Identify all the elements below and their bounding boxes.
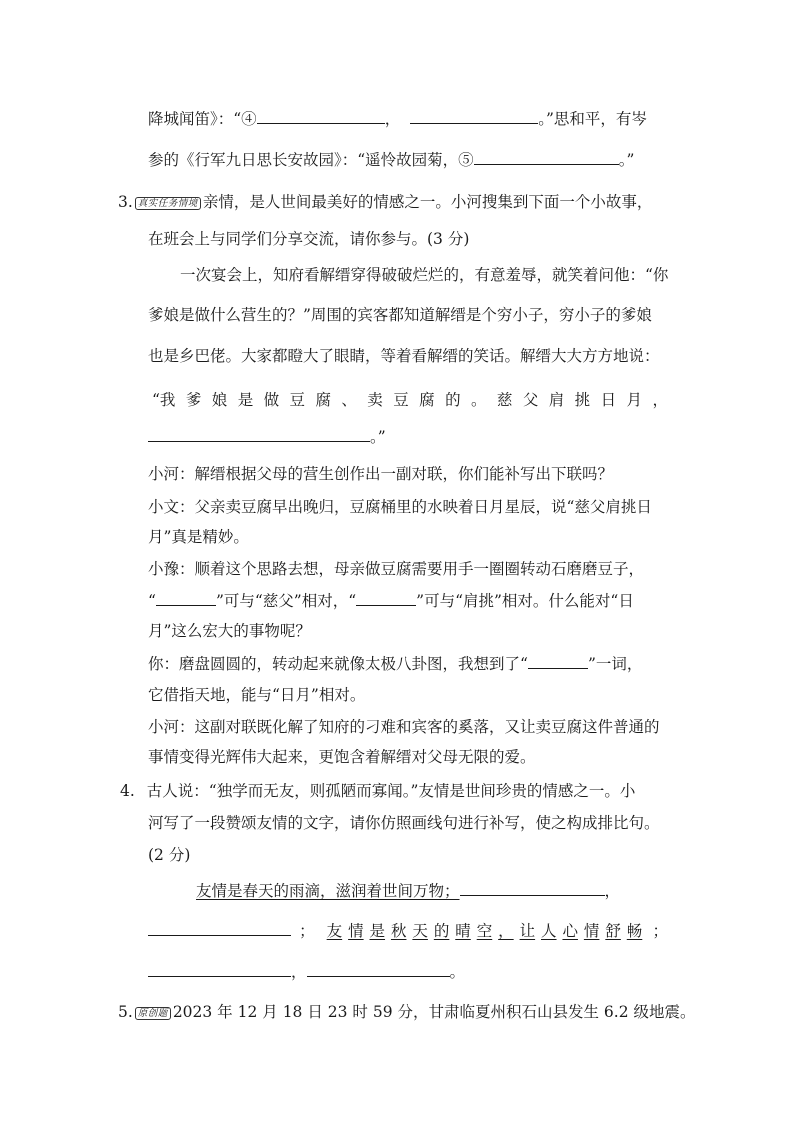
dialogue-xiaohe-1: 小河：解缙根据父母的营生创作出一副对联，你们能补写出下联吗？ — [148, 465, 614, 483]
parallel-blank-4[interactable] — [307, 961, 450, 977]
dialogue-you-2: 它借指天地，能与“日月”相对。 — [148, 686, 366, 704]
answer-blank-4[interactable] — [257, 108, 385, 124]
model-sentence-1: 友情是春天的雨滴，滋润着世间万物； — [196, 882, 460, 900]
dialogue-xiaohe-2: 小河：这副对联既化解了知府的刁难和宾客的奚落，又让卖豆腐这件普通的 — [148, 718, 660, 736]
q5-tag-badge: 原创题 — [135, 1007, 171, 1020]
couplet-answer-blank[interactable] — [148, 426, 370, 442]
parallel-blank-2[interactable] — [148, 920, 291, 936]
q3-line-1: 3. 真实任务情境 亲情，是人世间最美好的情感之一。小河搜集到下面一个小故事， — [118, 193, 653, 211]
q3-line-2: 在班会上与同学们分享交流，请你参与。(3 分) — [148, 230, 470, 248]
dialogue-xiaoyu-1: 小豫：顺着这个思路去想，母亲做豆腐需要用手一圈圈转动石磨磨豆子， — [148, 560, 645, 578]
dialogue-xiaoyu-2: “ ”可与“慈父”相对，“ ”可与“肩挑”相对。什么能对“日 — [148, 592, 634, 610]
story-line-5: 。” — [148, 426, 386, 448]
q5-line-1: 5. 原创题 2023 年 12 月 18 日 23 时 59 分，甘肃临夏州积石山县发生 6.2 级地震。 — [118, 1003, 696, 1021]
parallel-blank-3[interactable] — [148, 961, 291, 977]
dialogue-xiaohe-3: 事情变得光辉伟大起来，更饱含着解缙对父母无限的爱。 — [148, 748, 536, 766]
q4-line-1: 4. 古人说：“独学而无友，则孤陋而寡闻。”友情是世间珍贵的情感之一。小 — [120, 782, 636, 800]
dialogue-xiaowen-2: 月”真是精妙。 — [148, 528, 249, 546]
q2-line-1: 降城闻笛》：“④ ， 。”思和平，有岑 — [148, 110, 647, 128]
dialogue-xiaoyu-3: 月”这么宏大的事物呢？ — [148, 622, 311, 640]
parallel-line-3: ， 。 — [148, 961, 465, 983]
parallel-line-2: ； 友 情 是 秋 天 的 晴 空 ， 让 人 心 情 舒 畅 ； — [148, 920, 668, 942]
model-sentence-2: 友 情 是 秋 天 的 晴 空 ， 让 人 心 情 舒 畅 — [326, 922, 643, 940]
story-line-4: “我 爹 娘 是 做 豆 腐 、 卖 豆 腐 的 。 慈 父 肩 挑 日 月 ， — [152, 391, 668, 409]
blank-qiankun[interactable] — [528, 653, 588, 669]
q3-tag-badge: 真实任务情境 — [135, 197, 201, 210]
parallel-blank-1[interactable] — [460, 880, 605, 896]
dialogue-xiaowen-1: 小文：父亲卖豆腐早出晚归，豆腐桶里的水映着日月星辰，说“慈父肩挑日 — [148, 498, 652, 516]
q5-number: 5. — [118, 1003, 133, 1021]
story-line-3: 也是乡巴佬。大家都瞪大了眼睛，等着看解缙的笑话。解缙大大方方地说： — [148, 347, 660, 365]
q4-line-2: 河写了一段赞颂友情的文字，请你仿照画线句进行补写，使之构成排比句。 — [148, 814, 660, 832]
parallel-line-1: 友情是春天的雨滴，滋润着世间万物； ， — [196, 882, 621, 900]
blank-cimu[interactable] — [156, 590, 216, 606]
answer-blank-4b[interactable] — [410, 108, 538, 124]
story-line-2: 爹娘是做什么营生的？”周围的宾客都知道解缙是个穷小子，穷小子的爹娘 — [148, 306, 652, 324]
q4-line-3: (2 分) — [148, 846, 191, 864]
q2-line-2: 参的《行军九日思长安故园》：“遥怜故园菊，⑤ 。” — [148, 151, 635, 169]
q3-number: 3. — [118, 193, 133, 211]
dialogue-you-1: 你：磨盘圆圆的，转动起来就像太极八卦图，我想到了“ ”一词， — [148, 655, 643, 673]
answer-blank-5[interactable] — [474, 149, 619, 165]
q4-number: 4. — [120, 782, 135, 800]
story-line-1: 一次宴会上，知府看解缙穿得破破烂烂的，有意羞辱，就笑着问他：“你 — [180, 266, 669, 284]
blank-shoutui[interactable] — [356, 590, 416, 606]
